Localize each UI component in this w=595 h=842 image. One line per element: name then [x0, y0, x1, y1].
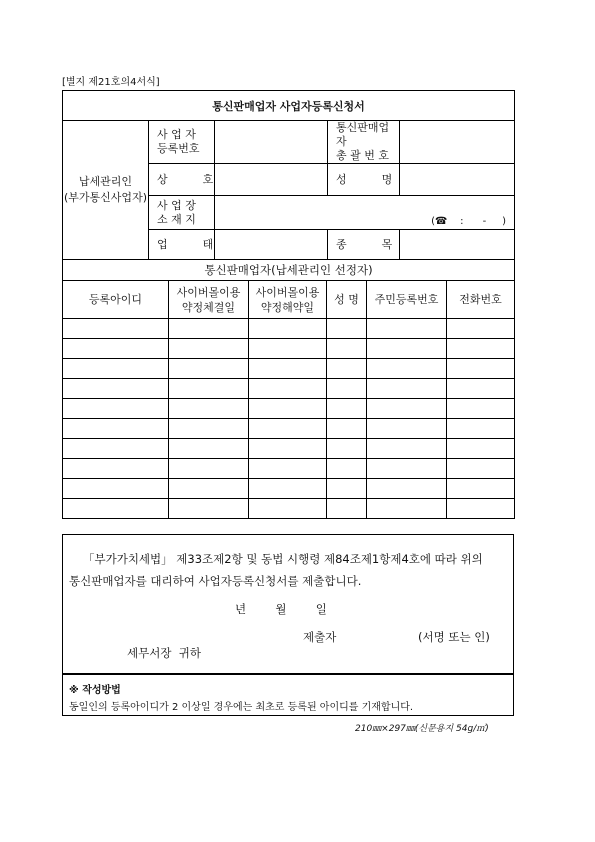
table-cell[interactable]	[327, 379, 367, 399]
declaration-line2: 통신판매업자를 대리하여 사업자등록신청서를 제출합니다.	[69, 574, 362, 588]
form-number-label: [별지 제21호의4서식]	[62, 77, 160, 88]
table-cell[interactable]	[447, 379, 515, 399]
paper-spec: 210㎜×297㎜(신문용지 54g/㎡)	[355, 724, 489, 734]
sellers-header-cell	[63, 281, 169, 319]
table-cell[interactable]	[327, 499, 367, 519]
signature-hint[interactable]: (서명 또는 인)	[418, 630, 490, 644]
tax-agent-section-label	[63, 121, 149, 260]
header-line1: 전화번호	[459, 293, 502, 306]
table-cell[interactable]	[249, 479, 327, 499]
table-row	[63, 319, 515, 339]
summary-no-label	[328, 121, 400, 164]
table-cell[interactable]	[63, 339, 169, 359]
table-row	[63, 359, 515, 379]
address-field[interactable]	[215, 196, 515, 230]
sellers-header-cell	[249, 281, 327, 319]
table-cell[interactable]	[169, 419, 249, 439]
table-cell[interactable]	[249, 339, 327, 359]
table-cell[interactable]	[169, 359, 249, 379]
table-cell[interactable]	[447, 439, 515, 459]
header-line2: 약정해약일	[260, 300, 315, 314]
table-cell[interactable]	[367, 459, 447, 479]
business-item-label: 종 목	[328, 230, 400, 260]
table-cell[interactable]	[63, 459, 169, 479]
declaration-box	[62, 534, 514, 674]
table-cell[interactable]	[169, 379, 249, 399]
applicant-table	[62, 90, 515, 260]
table-row	[63, 399, 515, 419]
table-cell[interactable]	[367, 319, 447, 339]
summary-no-field[interactable]	[400, 121, 515, 164]
table-cell[interactable]	[447, 399, 515, 419]
table-cell[interactable]	[63, 419, 169, 439]
table-cell[interactable]	[327, 459, 367, 479]
table-cell[interactable]	[367, 399, 447, 419]
table-cell[interactable]	[249, 499, 327, 519]
table-cell[interactable]	[367, 419, 447, 439]
table-cell[interactable]	[327, 359, 367, 379]
header-line1: 등록아이디	[88, 293, 143, 306]
instructions-box	[62, 674, 514, 716]
table-cell[interactable]	[249, 319, 327, 339]
table-cell[interactable]	[367, 439, 447, 459]
table-cell[interactable]	[367, 499, 447, 519]
table-cell[interactable]	[249, 379, 327, 399]
table-cell[interactable]	[63, 399, 169, 419]
table-cell[interactable]	[327, 339, 367, 359]
sellers-header-row	[63, 281, 515, 319]
trade-name-field[interactable]	[215, 164, 328, 196]
phone-hint: (☎ : - )	[431, 216, 506, 227]
table-cell[interactable]	[169, 499, 249, 519]
table-cell[interactable]	[327, 399, 367, 419]
business-type-label: 업 태	[149, 230, 215, 260]
table-cell[interactable]	[63, 319, 169, 339]
table-cell[interactable]	[249, 359, 327, 379]
table-cell[interactable]	[447, 319, 515, 339]
header-line1: 사이버몰이용	[176, 285, 241, 299]
table-row	[63, 499, 515, 519]
table-cell[interactable]	[63, 439, 169, 459]
table-cell[interactable]	[367, 339, 447, 359]
address-label-line2: 소 재 지	[157, 212, 196, 226]
biz-no-label	[149, 121, 215, 164]
addressee: 세무서장 귀하	[127, 646, 201, 660]
address-label	[149, 196, 215, 230]
form-title: 통신판매업자 사업자등록신청서	[63, 91, 515, 121]
table-row	[63, 419, 515, 439]
table-cell[interactable]	[169, 339, 249, 359]
table-cell[interactable]	[169, 459, 249, 479]
business-type-field[interactable]	[215, 230, 328, 260]
table-cell[interactable]	[367, 479, 447, 499]
header-line1: 성 명	[334, 293, 359, 306]
section-label-line1: 납세관리인	[78, 175, 133, 188]
table-row	[63, 479, 515, 499]
table-row	[63, 339, 515, 359]
table-row	[63, 459, 515, 479]
table-cell[interactable]	[63, 379, 169, 399]
summary-no-label-line1: 통신판매업자	[336, 121, 390, 148]
submitter-label: 제출자	[303, 630, 337, 644]
table-cell[interactable]	[367, 379, 447, 399]
header-line1: 사이버몰이용	[255, 285, 320, 299]
instructions-text: 동일인의 등록아이디가 2 이상일 경우에는 최초로 등록된 아이디를 기재합니다.	[69, 702, 414, 713]
table-cell[interactable]	[447, 479, 515, 499]
table-cell[interactable]	[447, 419, 515, 439]
biz-no-field[interactable]	[215, 121, 328, 164]
business-item-field[interactable]	[400, 230, 515, 260]
table-row	[63, 439, 515, 459]
summary-no-label-line2: 총 괄 번 호	[336, 149, 389, 162]
sellers-header-cell	[447, 281, 515, 319]
sellers-header-cell	[327, 281, 367, 319]
name-label: 성 명	[328, 164, 400, 196]
table-cell[interactable]	[447, 459, 515, 479]
biz-no-label-line1: 사 업 자	[157, 128, 196, 141]
table-cell[interactable]	[249, 459, 327, 479]
sellers-header-cell	[367, 281, 447, 319]
table-cell[interactable]	[63, 359, 169, 379]
table-cell[interactable]	[249, 419, 327, 439]
table-cell[interactable]	[447, 339, 515, 359]
table-cell[interactable]	[169, 439, 249, 459]
table-cell[interactable]	[447, 359, 515, 379]
instructions-title: ※ 작성방법	[69, 685, 121, 696]
sellers-table-title: 통신판매업자(납세관리인 선정자)	[63, 260, 515, 281]
table-cell[interactable]	[447, 499, 515, 519]
header-line1: 주민등록번호	[374, 293, 439, 306]
table-cell[interactable]	[327, 319, 367, 339]
table-cell[interactable]	[63, 499, 169, 519]
declaration-line1: 「부가가치세법」 제33조제2항 및 동법 시행령 제84조제1항제4호에 따라 위의	[83, 552, 483, 566]
address-label-line1: 사 업 장	[157, 198, 196, 212]
table-cell[interactable]	[63, 479, 169, 499]
table-cell[interactable]	[249, 439, 327, 459]
table-cell[interactable]	[327, 439, 367, 459]
header-line2: 약정체결일	[181, 300, 236, 314]
table-cell[interactable]	[367, 359, 447, 379]
biz-no-label-line2: 등록번호	[157, 142, 200, 155]
table-cell[interactable]	[327, 419, 367, 439]
trade-name-label: 상 호	[149, 164, 215, 196]
table-cell[interactable]	[169, 399, 249, 419]
table-cell[interactable]	[169, 319, 249, 339]
sellers-table	[62, 259, 515, 519]
table-cell[interactable]	[327, 479, 367, 499]
name-field[interactable]	[400, 164, 515, 196]
date-line: 년 월 일	[235, 602, 327, 616]
sellers-header-cell	[169, 281, 249, 319]
section-label-line2: (부가통신사업자)	[64, 191, 147, 204]
table-cell[interactable]	[249, 399, 327, 419]
table-row	[63, 379, 515, 399]
table-cell[interactable]	[169, 479, 249, 499]
